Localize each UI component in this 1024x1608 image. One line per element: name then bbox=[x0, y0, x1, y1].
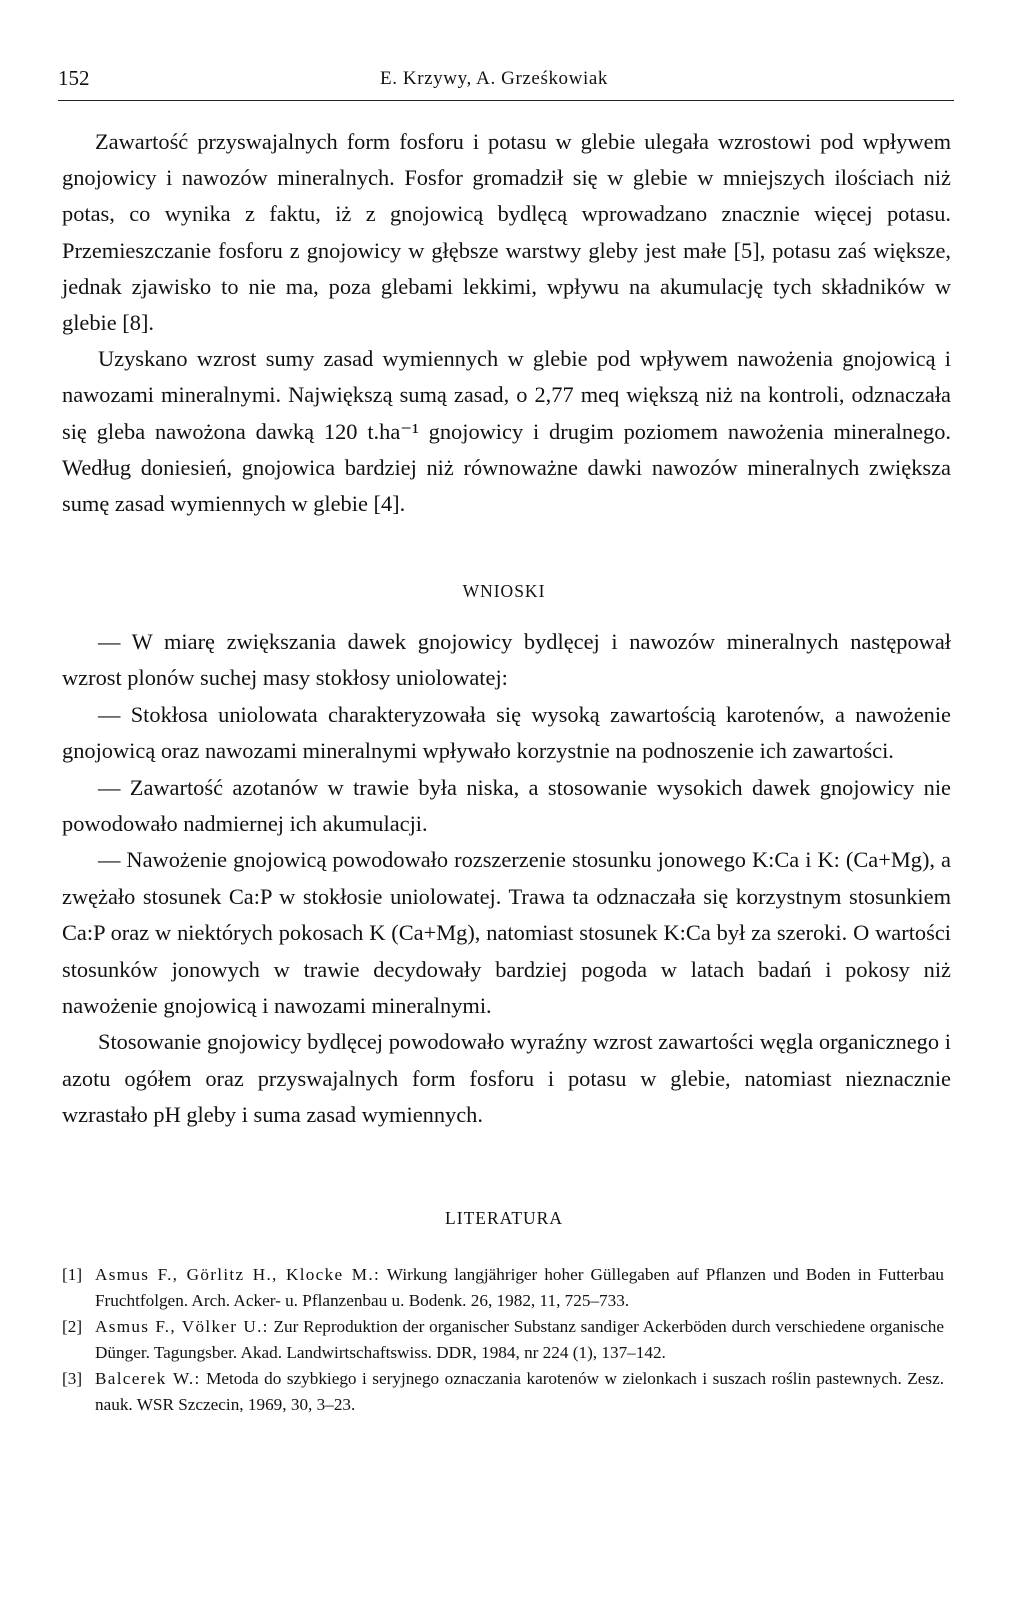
running-head-authors: E. Krzywy, A. Grześkowiak bbox=[380, 68, 608, 89]
page-number: 152 bbox=[58, 66, 90, 90]
body-text bbox=[62, 124, 951, 522]
conclusion-item: — Stokłosa uniolowata charakteryzowała się wysoką zawartością karotenów, a nawożenie gnojowicą oraz nawozami mineralnymi wpływało korzystnie na podnoszenie ich zawartości. bbox=[62, 701, 951, 764]
reference-authors: Asmus F., Völker U.: bbox=[95, 1317, 269, 1337]
reference-text: Wirkung langjähriger hoher Güllegaben auf Pflanzen und Boden in Futterbau Fruchtfolgen. Arch. Acker- u. Pflanzenbau u. Bodenk. 26, 1982, 11, 725–733. bbox=[95, 1265, 944, 1310]
reference-item bbox=[62, 1366, 944, 1417]
conclusion-item: Stosowanie gnojowicy bydlęcej powodowało wyraźny wzrost zawartości węgla organicznego i azotu ogółem oraz przyswajalnych form fosforu i potasu w glebie, natomiast nieznacznie wzrastało pH gleby i suma zasad wymiennych. bbox=[62, 1029, 951, 1128]
paragraph: Zawartość przyswajalnych form fosforu i potasu w glebie ulegała wzrostowi pod wpływem gnojowicy i nawozów mineralnych. Fosfor gromadził się w glebie w mniejszych ilościach niż potas, co wynika z faktu, iż z gnojowicą bydlęcą wprowadzano znacznie więcej potasu. Przemieszczanie fosforu z gnojowicy w głębsze warstwy gleby jest małe [5], potasu zaś większe, jednak zjawisko to nie ma, poza glebami lekkimi, wpływu na akumulację tych składników w glebie [8]. bbox=[62, 129, 951, 336]
header-rule bbox=[58, 100, 954, 101]
reference-authors: Balcerek W.: bbox=[95, 1369, 201, 1389]
conclusion-item: — Nawożenie gnojowicą powodowało rozszerzenie stosunku jonowego K:Ca i K: (Ca+Mg), a zwężało stosunek Ca:P w stokłosie uniolowatej. Trawa ta odznaczała się korzystnym stosunkiem Ca:P oraz w niektórych pokosach K (Ca+Mg), natomiast stosunek K:Ca był za szeroki. O wartości stosunków jonowych w trawie decydowały bardziej pogoda w latach badań i pokosy niż nawożenie gnojowicą i nawozami mineralnymi. bbox=[62, 847, 951, 1019]
reference-number: [2] bbox=[62, 1317, 83, 1337]
reference-item bbox=[62, 1262, 944, 1313]
paragraph: Uzyskano wzrost sumy zasad wymiennych w glebie pod wpływem nawożenia gnojowicą i nawozami mineralnymi. Największą sumą zasad, o 2,77 meq większą niż na kontroli, odznaczała się gleba nawożona dawką 120 t.ha⁻¹ gnojowicy i drugim poziomem nawożenia mineralnego. Według doniesień, gnojowica bardziej niż równoważne dawki nawozów mineralnych zwiększa sumę zasad wymiennych w glebie [4]. bbox=[62, 346, 951, 517]
reference-text: Metoda do szybkiego i seryjnego oznaczania karotenów w zielonkach i suszach roślin pastewnych. Zesz. nauk. WSR Szczecin, 1969, 30, 3–23. bbox=[95, 1369, 944, 1414]
reference-text: Zur Reproduktion der organischer Substanz sandiger Ackerböden durch verschiedene organische Dünger. Tagungsber. Akad. Landwirtschaftswiss. DDR, 1984, nr 224 (1), 137–142. bbox=[95, 1317, 944, 1362]
conclusions-heading: WNIOSKI bbox=[462, 581, 546, 601]
running-head bbox=[58, 66, 958, 98]
reference-item bbox=[62, 1314, 944, 1365]
conclusion-item: — Zawartość azotanów w trawie była niska, a stosowanie wysokich dawek gnojowicy nie powodowało nadmiernej ich akumulacji. bbox=[62, 774, 951, 837]
reference-number: [1] bbox=[62, 1265, 83, 1284]
reference-list bbox=[62, 1262, 944, 1419]
references-heading: LITERATURA bbox=[445, 1208, 563, 1228]
conclusion-item: — W miarę zwiększania dawek gnojowicy bydlęcej i nawozów mineralnych następował wzrost plonów suchej masy stokłosy uniolowatej: bbox=[62, 629, 951, 691]
conclusions-list bbox=[62, 624, 951, 1134]
reference-number: [3] bbox=[62, 1369, 83, 1389]
reference-authors: Asmus F., Görlitz H., Klocke M.: bbox=[95, 1265, 381, 1284]
